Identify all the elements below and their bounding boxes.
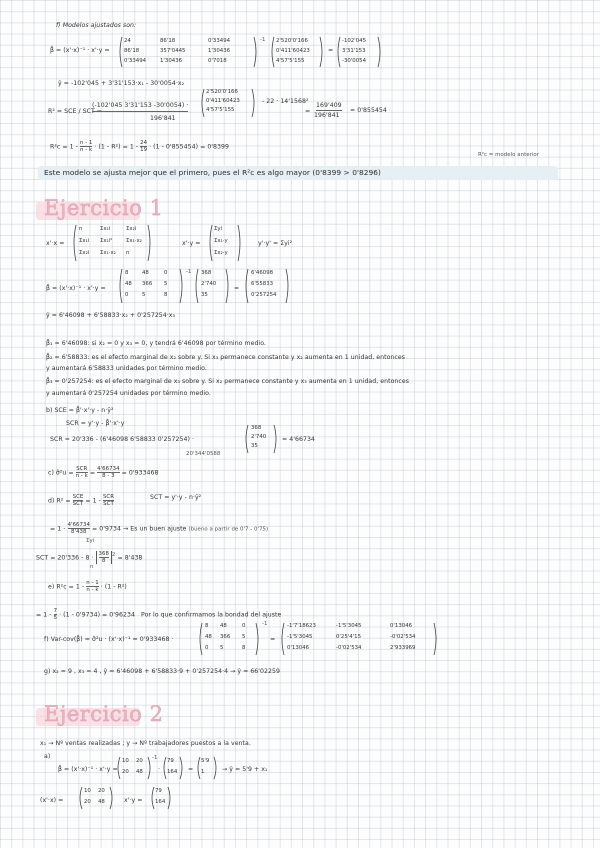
- frac-num: 4'66734: [67, 522, 90, 528]
- cell: 164: [167, 769, 178, 775]
- matrix-xty-2x1: [150, 786, 172, 810]
- inverse-exponent: -1: [152, 755, 158, 761]
- part-g-prediction: g) x₂ = 9 , x₃ = 4 , ŷ = 6'46098 + 6'58833·9 + 0'257254·4 → ŷ = 66'02259: [44, 668, 280, 675]
- cell: 79: [155, 788, 162, 794]
- cell: 2'933969: [390, 645, 416, 651]
- rc2-part: · (1 - R²) = 1 -: [94, 143, 141, 151]
- interpretation-b3: β̂₃ = 0'257254: es el efecto marginal de x₃ sobre y. Si x₂ permanece constante y x₃ aumenta en 1 unidad, entonces: [46, 378, 409, 385]
- matrix-xtx-2x2: [116, 756, 152, 780]
- cell: 4'57'5'155: [206, 107, 235, 113]
- cell: n: [79, 226, 83, 232]
- cell: 5: [142, 292, 146, 298]
- cell: 368: [201, 270, 212, 276]
- cell: 3'31'153: [342, 48, 366, 54]
- scr-result: = 4'66734: [282, 436, 315, 443]
- cell: 0: [205, 645, 209, 651]
- cell: 6'55833: [251, 281, 274, 287]
- cell: 20: [84, 799, 91, 805]
- cell: -1'5'3045: [336, 623, 362, 629]
- matrix-xty: [270, 36, 324, 68]
- yhat-equation: ŷ = -102'045 + 3'31'153·x₁ - 30'0054·x₂: [58, 80, 185, 87]
- cell: 366: [220, 634, 231, 640]
- cell: Σx₂i: [126, 226, 137, 232]
- cell: 10: [84, 788, 91, 794]
- eq-part: e) R²c = 1 -: [48, 583, 87, 591]
- cell: 0: [164, 270, 168, 276]
- frac-num: SCR: [76, 466, 88, 472]
- cell: 79: [167, 758, 174, 764]
- cell: 8: [125, 270, 129, 276]
- cell: Σx₁i²: [100, 238, 113, 244]
- inverse-exponent: -1: [260, 37, 266, 43]
- cell: 0'13046: [390, 623, 413, 629]
- scr-computation: SCR = 20'336 - (6'46098 6'58833 0'257254) ·: [50, 436, 194, 443]
- xtx-lhs: x'·x =: [46, 240, 65, 247]
- fraction: [80, 140, 92, 153]
- matrix-xty-2x1: [162, 756, 184, 780]
- fraction: [73, 494, 84, 507]
- eq-part: = 8'438: [117, 554, 143, 562]
- cell: 20: [136, 758, 143, 764]
- cell: 2'740: [201, 281, 217, 287]
- cell: 48: [142, 270, 149, 276]
- interpretation-b2-cont: y aumentará 6'58833 unidades por término medio.: [46, 365, 207, 372]
- fraction: [68, 522, 90, 535]
- conclusion-text: Este modelo se ajusta mejor que el primero, pues el R²c es algo mayor (0'8399 > 0'8296): [44, 168, 381, 177]
- interpretation-b2: β̂₂ = 6'58833: es el efecto marginal de x₂ sobre y. Si x₃ permanece constante y x₂ aumenta en 1 unidad, entonces: [46, 354, 405, 361]
- rc2-equation: [50, 140, 229, 153]
- eq-part: SCT = 20'336 - 8 ·: [36, 554, 94, 562]
- eq-part: = 1 -: [85, 497, 103, 505]
- sct-sup-note: Σyi: [86, 538, 95, 544]
- eq-part: =: [89, 469, 98, 477]
- matrix-xty-values: [194, 268, 230, 304]
- frac-den: SCT: [103, 501, 114, 507]
- matrix-xtx-inv: [198, 622, 260, 656]
- part-f-varcov: f) Var-cov(β̂) = σ̂²u · (x'·x)⁻¹ = 0'933468 ·: [44, 636, 174, 643]
- cell: 6'46098: [251, 270, 274, 276]
- exercise-2-intro: x₁ → Nº ventas realizadas ; y → Nº trabajadores puestos a la venta.: [40, 740, 251, 747]
- fraction: [96, 551, 112, 564]
- eq-part: = 1 -: [50, 525, 68, 533]
- cell: 0'7018: [208, 58, 227, 64]
- cell: -0'02'534: [390, 634, 416, 640]
- cell: 1: [201, 769, 205, 775]
- cell: Σx₂·y: [214, 250, 228, 256]
- cell: 5'9: [201, 758, 210, 764]
- conclusion-highlight: [38, 166, 558, 180]
- frac-num: 24: [140, 140, 148, 146]
- frac-den: n - k: [75, 473, 88, 479]
- yhat-result: → ŷ = 5'9 + x₁: [222, 766, 268, 773]
- matrix-varcov-result: [280, 622, 438, 656]
- fraction: [76, 466, 88, 479]
- frac-num: 4'66734: [97, 466, 120, 472]
- part-d-equation: [48, 494, 114, 507]
- cell: 0'411'60423: [206, 98, 240, 104]
- cell: Σx₂i: [79, 250, 90, 256]
- xty-lhs: x'·y =: [182, 240, 201, 247]
- r2-note: (bueno a partir de 0'7 - 0'75): [188, 526, 269, 533]
- equals: =: [234, 285, 240, 292]
- frac-den: n - k: [86, 587, 99, 593]
- cell: 48: [125, 281, 132, 287]
- beta-lhs: β̂ = (x'·x)⁻¹ · x'·y =: [58, 766, 118, 773]
- frac-num: SCR: [102, 494, 115, 500]
- cell: -0'02'534: [336, 645, 362, 651]
- r2-numerator: [92, 102, 188, 112]
- cell: 48: [136, 769, 143, 775]
- cell: 0'33494: [124, 58, 147, 64]
- eq-part: c) σ̂²u =: [48, 469, 76, 477]
- cell: -1'5'3045: [287, 634, 313, 640]
- cell: 0'25'4'15: [336, 634, 362, 640]
- cell: 357'0445: [160, 48, 186, 54]
- cell: 35: [251, 443, 258, 449]
- cell: 48: [220, 623, 227, 629]
- cell: 2'740: [251, 434, 267, 440]
- equals: =: [328, 47, 334, 54]
- inverse-exponent: -1: [186, 269, 192, 275]
- beta-hat-lhs: β̂ = (x'·x)⁻¹ · x'·y =: [50, 47, 110, 54]
- cell: 35: [201, 292, 208, 298]
- exercise-2-title: Ejercicio 2: [44, 702, 164, 726]
- frac-den: SCT: [72, 501, 84, 507]
- cell: 368: [251, 425, 262, 431]
- cell: Σx₁·x₂: [100, 250, 116, 256]
- matrix-beta: [336, 36, 382, 68]
- cell: 20: [98, 788, 105, 794]
- matrix-xtx: [118, 36, 258, 68]
- frac-den: n - k: [80, 147, 93, 153]
- sct-definition: SCT = y'·y - n·ȳ²: [150, 494, 202, 501]
- rc2-part: · (1 - 0'855454) = 0'8399: [149, 143, 229, 151]
- part-b-sce: b) SCE = β̂'·x'·y - n·ȳ²: [46, 407, 114, 414]
- cell: Σx₁i: [79, 238, 90, 244]
- cell: 10: [122, 758, 129, 764]
- cell: 24: [124, 38, 131, 44]
- interpretation-b3-cont: y aumentará 0'257254 unidades por término medio.: [46, 390, 211, 397]
- cell: 0'33494: [208, 38, 231, 44]
- cell: Σx₁·y: [214, 238, 228, 244]
- inverse-exponent: -1: [262, 621, 268, 627]
- frac-num: 368: [98, 551, 109, 557]
- part-e-result: [36, 608, 281, 621]
- r2-lhs: R² = SCE / SCT =: [48, 108, 103, 115]
- rc2-part: R²c = 1 -: [50, 143, 80, 151]
- cell: 2'520'0'166: [276, 38, 308, 44]
- matrix-beta-values: [244, 268, 290, 304]
- cell: 8: [164, 292, 168, 298]
- r2-result-num: 169'409: [316, 102, 342, 109]
- part-a-label: a): [44, 753, 51, 760]
- matrix-xtx-values: [118, 268, 184, 304]
- r2-result-den: 196'841: [314, 112, 340, 119]
- cell: 5: [220, 645, 224, 651]
- frac-den: 5: [53, 615, 58, 621]
- section-f-header: f) Modelos ajustados son:: [56, 22, 137, 29]
- cell: Σx₁·x₂: [126, 238, 142, 244]
- cell: 0'13046: [287, 645, 310, 651]
- frac-num: SCE: [72, 494, 84, 500]
- cell: -1'7'18623: [287, 623, 316, 629]
- adjustment-note: Por lo que confirmamos la bondad del ajuste: [141, 611, 282, 619]
- frac-den: 8: [101, 558, 106, 564]
- scr-vector: [244, 424, 278, 454]
- frac-den: 19: [140, 147, 148, 153]
- part-c-equation: [48, 466, 159, 479]
- cell: -30'0054: [342, 58, 367, 64]
- eq-part: · (1 - 0'9734) = 0'96234: [59, 611, 135, 619]
- r2-num-text: (-102'045 3'31'153 -30'0054) ·: [92, 102, 189, 109]
- r2-vector: [200, 88, 256, 118]
- matrix-beta-2x1: [196, 756, 218, 780]
- scr-note: 20'344'0588: [186, 451, 221, 457]
- eq-part: = 0'933468: [121, 469, 159, 477]
- equals: =: [188, 766, 194, 773]
- exercise-1-title: Ejercicio 1: [44, 196, 164, 220]
- frac-num: 7: [53, 608, 58, 614]
- cell: 366: [142, 281, 153, 287]
- cell: 164: [155, 799, 166, 805]
- interpretation-b1: β̂₁ = 6'46098: si x₂ = 0 y x₃ = 0, y tendrá 6'46098 por término medio.: [46, 340, 266, 347]
- part-b-scr: SCR = y'·y - β̂'·x'·y: [66, 420, 125, 427]
- cell: 1'30436: [160, 58, 183, 64]
- cell: 0'257254: [251, 292, 277, 298]
- fraction: [97, 466, 119, 479]
- cell: 0: [125, 292, 129, 298]
- cell: 0'411'60423: [276, 48, 310, 54]
- matrix-xtx-symbolic: [72, 224, 152, 262]
- frac-num: n - 1: [79, 140, 93, 146]
- cell: 1'30436: [208, 48, 231, 54]
- cell: Σx₁i: [100, 226, 111, 232]
- yhat-equation: ŷ = 6'46098 + 6'58833·x₂ + 0'257254·x₃: [46, 312, 176, 319]
- xtx-lhs: (x'·x) =: [40, 797, 64, 804]
- frac-num: n - 1: [86, 580, 99, 586]
- fraction: [86, 580, 98, 593]
- equals: =: [270, 636, 276, 643]
- fraction: [103, 494, 114, 507]
- cell: Σyi: [214, 226, 223, 232]
- fraction: [140, 140, 147, 153]
- matrix-xty-symbolic: [208, 224, 242, 262]
- r2-result: = 0'855454: [350, 107, 387, 114]
- cell: 8: [205, 623, 209, 629]
- eq-part: = 0'9734 → Es un buen ajuste: [92, 525, 187, 533]
- cell: 20: [122, 769, 129, 775]
- cell: 86'18: [124, 48, 140, 54]
- r2-denominator: 196'841: [150, 115, 176, 122]
- cell: 5: [242, 634, 246, 640]
- equals: =: [305, 108, 311, 115]
- matrix-xtx-2x2: [78, 786, 114, 810]
- cell: 2'520'0'166: [206, 89, 238, 95]
- r2-subtract: - 22 · 14'1568²: [262, 98, 309, 105]
- frac-den: 8 - 3: [102, 473, 115, 479]
- cell: 5: [164, 281, 168, 287]
- note-previous-model: R²c = modelo anterior: [478, 152, 540, 158]
- cell: 4'57'5'155: [276, 58, 305, 64]
- xty-lhs: x'·y =: [124, 797, 143, 804]
- frac-den: 8'438: [71, 529, 87, 535]
- eq-part: · (1 - R²): [100, 583, 127, 591]
- eq-part: = 1 -: [36, 611, 54, 619]
- cell: 48: [205, 634, 212, 640]
- cell: 86'18: [160, 38, 176, 44]
- cell: 8: [242, 645, 246, 651]
- eq-part: d) R² =: [48, 497, 73, 505]
- cell: n: [126, 250, 130, 256]
- cell: -102'045: [342, 38, 367, 44]
- beta-lhs: β̂ = (x'·x)⁻¹ · x'·y =: [46, 285, 106, 292]
- sct-sub-note: n: [90, 564, 94, 570]
- squared-exponent: 2: [111, 552, 116, 558]
- multiply: ·: [158, 766, 161, 773]
- fraction: [54, 608, 57, 621]
- r2-value-line: [50, 522, 268, 535]
- yty-equation: y'·y' = Σyi²: [258, 240, 293, 247]
- part-e-equation: [48, 580, 127, 593]
- cell: 48: [98, 799, 105, 805]
- cell: 0: [242, 623, 246, 629]
